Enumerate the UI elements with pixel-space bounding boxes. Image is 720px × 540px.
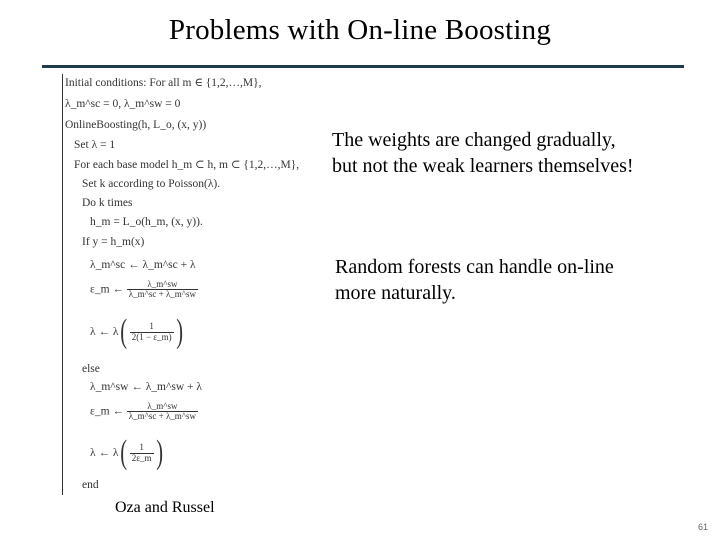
page-number: 61 [697, 522, 708, 532]
algo-end: end [82, 479, 99, 491]
source-credit: Oza and Russel [115, 499, 215, 516]
algo-lambda-numerator-1: 1 [130, 322, 174, 332]
algo-else: else [82, 363, 100, 375]
algo-lambda-denominator-1: 2(1 − ε_m) [131, 331, 172, 342]
algorithm-left-bar [62, 74, 63, 495]
slide-title: Problems with On-line Boosting [168, 14, 552, 46]
algo-error-denominator-1: λ_m^sc + λ_m^sw [128, 289, 197, 300]
algo-update-lambda-sw: λ_m^sw ← λ_m^sw + λ [90, 381, 202, 393]
random-forest-note-line-2: more naturally. [335, 282, 456, 304]
weights-note-line-2: but not the weak learners themselves! [332, 155, 634, 177]
algo-error-lhs-2: ε_m ← [90, 405, 124, 418]
algo-lambda-numerator-2: 1 [130, 443, 154, 453]
algorithm-figure [60, 74, 310, 496]
algo-error-fraction-1 [127, 280, 198, 300]
algo-error-update-2 [90, 402, 198, 422]
algo-set-k: Set k according to Poisson(λ). [82, 178, 221, 190]
algo-lambda-lhs-2: λ ← λ [90, 446, 119, 459]
algo-error-lhs-1: ε_m ← [90, 283, 124, 296]
algo-set-lambda: Set λ = 1 [74, 139, 116, 151]
algo-lambda-fraction-1 [130, 322, 174, 342]
algo-do-k-times: Do k times [82, 197, 133, 209]
algo-lambda-update-2: λ ← λ( $\frac{1}{2\varepsilon\_m}$ ) [90, 434, 163, 471]
algo-lambda-update-1: λ ← λ( $\frac{1}{2(1 - \varepsilon\_m)}$ ) [90, 313, 183, 350]
algo-error-denominator-2: λ_m^sc + λ_m^sw [128, 411, 197, 422]
algo-error-numerator-1: λ_m^sw [127, 280, 198, 290]
algo-error-update-1 [90, 280, 198, 300]
algo-update-model: h_m = L_o(h_m, (x, y)). [90, 216, 203, 228]
algo-function-signature: OnlineBoosting(h, L_o, (x, y)) [65, 119, 207, 131]
algo-error-numerator-2: λ_m^sw [127, 402, 198, 412]
weights-note-line-1: The weights are changed gradually, [332, 129, 616, 151]
algo-lambda-lhs-1: λ ← λ [90, 325, 119, 338]
algo-if-correct: If y = h_m(x) [82, 236, 145, 248]
algo-init-lambdas: λ_m^sc = 0, λ_m^sw = 0 [65, 98, 181, 110]
algo-lambda-fraction-2 [130, 443, 154, 463]
algo-update-lambda-sc: λ_m^sc ← λ_m^sc + λ [90, 259, 196, 271]
algo-lambda-denominator-2: 2ε_m [131, 452, 152, 463]
random-forest-note-line-1: Random forests can handle on-line [335, 256, 614, 278]
title-divider [42, 65, 684, 68]
algo-initial-conditions: Initial conditions: For all m ∈ {1,2,…,M}, [65, 77, 262, 89]
weights-note [332, 127, 634, 179]
random-forest-note [335, 254, 614, 306]
algo-for-each: For each base model h_m ⊂ h, m ⊂ {1,2,…,M}, [74, 159, 300, 171]
algo-error-fraction-2 [127, 402, 198, 422]
